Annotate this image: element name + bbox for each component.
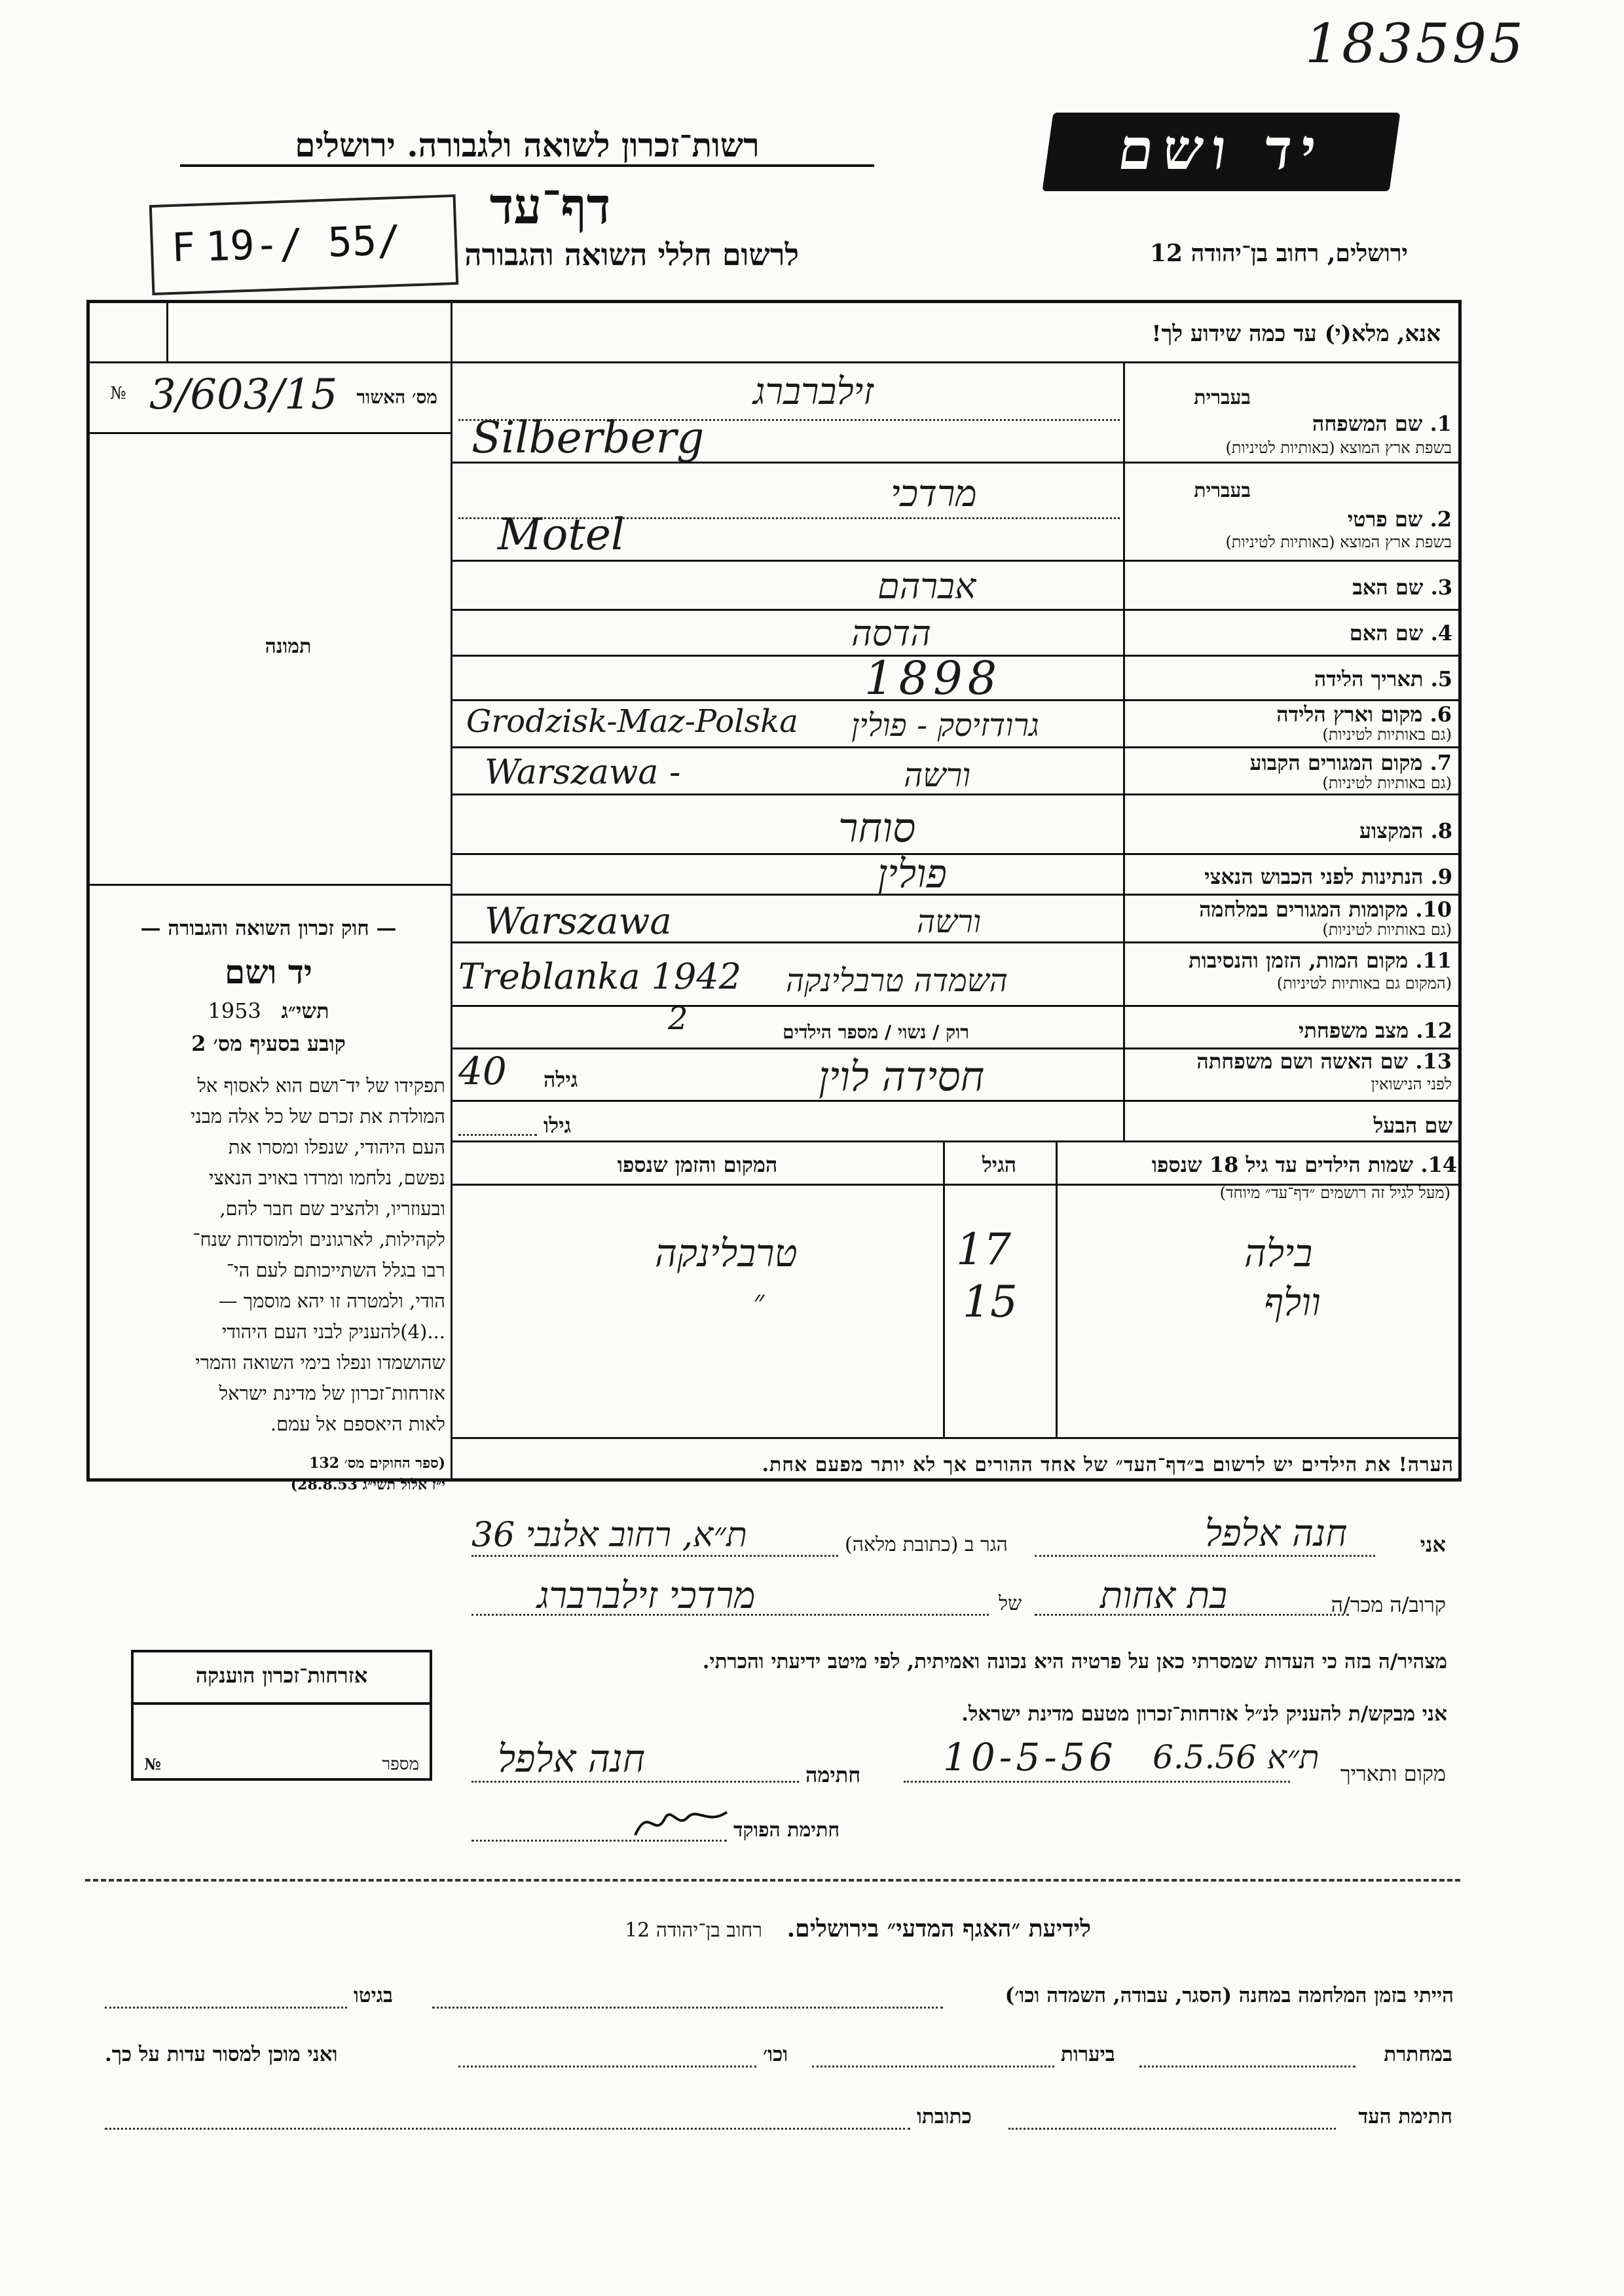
field-last-name (1126, 367, 1457, 462)
field-sub: (גם באותיות לטיניות) (1322, 725, 1452, 744)
declarant-label: אני (1420, 1532, 1446, 1557)
place-date-value[interactable]: ת״א 6.5.56 (1153, 1738, 1320, 1776)
law-text-line: העם היהודי, שנפלו ומסרו את (228, 1136, 445, 1158)
child-name[interactable]: וולף (1264, 1280, 1321, 1324)
footer-address: רחוב בן־יהודה 12 (625, 1919, 763, 1942)
law-text-line: נפשם, נלחמו ומרדו באויב הנאצי (208, 1167, 445, 1189)
field-wartime-residence (1126, 897, 1457, 940)
declarant-name[interactable]: חנה אלפל (1205, 1512, 1348, 1555)
field-mother-name: 4. שם האם (1349, 621, 1452, 646)
field-label: 2. שם פרטי (1347, 507, 1452, 532)
law-text-line: תפקידו של יד־ושם הוא לאסוף אל (197, 1074, 445, 1097)
footer-title (498, 1915, 1218, 1942)
child-name[interactable]: בילה (1244, 1231, 1313, 1275)
citizenship-title: אזרחות־זכרון הוענקה (195, 1663, 368, 1688)
field-sub: לפני הנישואין (1371, 1075, 1452, 1093)
relative-of-value[interactable]: מרדכי זילברברג (537, 1575, 756, 1617)
first-name-hebrew[interactable]: מרדכי (891, 473, 977, 515)
law-name: יד ושם (225, 953, 312, 991)
occupation-value[interactable]: סוחר (838, 804, 916, 852)
form-title: דף־עד (489, 177, 611, 235)
signature-label: חתימה (805, 1762, 861, 1787)
field-husband-name: שם הבעל (1373, 1113, 1452, 1138)
field-sub: (גם באותיות לטיניות) (1322, 920, 1452, 939)
child-place[interactable]: טרבלינקה (655, 1231, 798, 1275)
child-age[interactable]: 15 (963, 1277, 1018, 1327)
residing-label: הגר ב (כתובת מלאה) (845, 1533, 1008, 1556)
field-father-name: 3. שם האב (1352, 575, 1452, 600)
law-text-block (98, 1070, 445, 1440)
marital-sub: רוק / נשוי / מספר הילדים (783, 1021, 969, 1043)
birth-place-latin[interactable]: Grodzisk-Maz-Polska (466, 703, 798, 740)
law-year: 1953 (208, 998, 261, 1023)
law-text-line: רבו בגלל השתייכותם לעם הי־ (226, 1259, 445, 1281)
field-sub: (גם באותיות לטיניות) (1322, 774, 1452, 792)
footer-etc-label: וכו׳ (763, 2043, 788, 2066)
law-text-line: לאות היאספם אל עמם. (270, 1413, 445, 1435)
declaration-statement: מצהיר/ה בזה כי העדות שמסרתי כאן על פרטיה היא נכונה ואמיתית, לפי מיטב ידיעתי והכרתי. (702, 1650, 1447, 1673)
last-name-latin[interactable]: Silberberg (471, 412, 705, 463)
law-year-line (92, 998, 445, 1023)
wife-age-label: גילה (544, 1067, 578, 1092)
field-birth-date: 5. תאריך הלידה (1314, 666, 1452, 691)
children-header-sub: (מעל לגיל זה רושמים ״דף־עד״ מיוחד) (1219, 1184, 1450, 1202)
field-marital-status: 12. מצב משפחתי (1299, 1018, 1452, 1043)
husband-age-label: גילו (544, 1113, 572, 1138)
footer-ghetto-label: בגיטו (354, 1984, 393, 2007)
field-wife-name (1126, 1049, 1457, 1099)
hebrew-tag: בעברית (1194, 479, 1251, 502)
footer-ready-label: ואני מוכן למסור עדות על כך. (105, 2043, 338, 2066)
please-fill-note: אנא, מלא(י) עד כמה שידוע לך! (1151, 321, 1441, 347)
address: ירושלים, רחוב בן־יהודה 12 (1149, 240, 1408, 267)
authority-line: רשות־זכרון לשואה ולגבורה. ירושלים (180, 126, 874, 167)
death-place-hebrew[interactable]: השמדה טרבלינקה (786, 962, 1008, 999)
footer-witness-signature-label: חתימת העד (1358, 2105, 1452, 2128)
dashed-separator (85, 1879, 1460, 1882)
law-text-line: אזרחות־זכרון של מדינת ישראל (219, 1382, 445, 1404)
footer-title-text: לידיעת ״האגף המדעי״ בירושלים. (786, 1915, 1091, 1942)
birth-place-hebrew[interactable]: גרודזיסק - פולין (851, 707, 1039, 744)
footer-address-label: כתובתו (917, 2105, 972, 2128)
citizenship-number-line (144, 1755, 419, 1774)
children-header-age: הגיל (982, 1152, 1017, 1177)
law-text-line: לקהילות, לארגונים ולמוסדות שנח־ (193, 1228, 445, 1250)
footer-underground-label: במחתרת (1384, 2043, 1452, 2066)
field-label: 10. מקומות המגורים במלחמה (1199, 897, 1452, 922)
wife-name-value[interactable]: חסידה לוין (819, 1053, 985, 1101)
field-citizenship: 9. הנתינות לפני הכבוש הנאצי (1204, 864, 1452, 889)
archive-number: 183595 (1304, 13, 1526, 75)
yad-vashem-logo (1043, 113, 1401, 191)
children-count[interactable]: 2 (668, 1000, 688, 1037)
registration-number (110, 371, 437, 420)
citizenship-request: אני מבקש/ת להעניק לנ״ל אזרחות־זכרון מטעם מדינת ישראל. (961, 1702, 1447, 1726)
officer-signature-label: חתימת הפוקד (733, 1819, 840, 1842)
field-birth-place (1126, 702, 1457, 745)
first-name-latin[interactable]: Motel (498, 509, 625, 560)
law-source-1: (ספר החוקים מס׳ 132 (309, 1455, 445, 1472)
law-title: — חוק זכרון השואה והגבורה — (140, 917, 397, 940)
wife-age-value[interactable]: 40 (458, 1049, 507, 1093)
field-death-place (1126, 948, 1457, 1003)
mother-name-value[interactable]: הדסה (851, 613, 931, 654)
of-label: של (999, 1592, 1022, 1615)
law-text-line: הודי, ולמטרה זו יהא מוסמך — (218, 1290, 445, 1312)
father-name-value[interactable]: אברהם (877, 566, 976, 607)
place-date-value2[interactable]: 10-5-56 (943, 1735, 1117, 1779)
birth-date-value[interactable]: 1898 (864, 651, 1003, 705)
stamp-number: 19-/ 55/ (204, 215, 402, 271)
law-clause: קובע בסעיף מס׳ 2 (191, 1031, 346, 1056)
logo-text: יד ושם (1114, 117, 1329, 183)
children-header-place: המקום והזמן שנספו (617, 1152, 778, 1177)
place-date-label: מקום ותאריך (1340, 1761, 1446, 1786)
child-age[interactable]: 17 (956, 1224, 1011, 1275)
field-sub: בשפת ארץ המוצא (באותיות לטיניות) (1225, 533, 1452, 551)
relative-value[interactable]: בת אחות (1100, 1575, 1228, 1617)
residence-hebrew[interactable]: ורשה (904, 756, 971, 794)
field-sub: בשפת ארץ המוצא (באותיות לטיניות) (1225, 439, 1452, 457)
citizenship-no: № (144, 1755, 162, 1774)
field-first-name (1126, 466, 1457, 558)
wartime-residence-hebrew[interactable]: ורשה (917, 903, 981, 940)
field-label: 7. מקום המגורים הקבוע (1249, 750, 1452, 775)
law-source-2: י״ז אלול תשי״ג 28.8.53) (290, 1476, 445, 1493)
signature-value[interactable]: חנה אלפל (498, 1736, 646, 1781)
footer-line-1: הייתי בזמן המלחמה במחנה (הסגר, עבודה, השמדה וכו׳) (1005, 1984, 1454, 2007)
field-label: 6. מקום וארץ הלידה (1276, 702, 1452, 727)
footer-forests-label: ביערות (1061, 2043, 1115, 2066)
law-text-line: שהושמדו ונפלו בימי השואה והמרי (195, 1351, 445, 1374)
law-text-line: ובעוזריו, ולהציב שם חבר להם, (219, 1197, 445, 1220)
law-text-line: המולדת את זכרם של כל אלה מבני (190, 1105, 445, 1127)
citizenship-value[interactable]: פולין (877, 851, 947, 897)
field-sub: (המקום גם באותיות לטיניות) (1276, 974, 1452, 993)
law-text-line: ...(4)להעניק לבני העם היהודי (221, 1321, 445, 1343)
last-name-hebrew[interactable]: זילברברג (753, 371, 874, 413)
wartime-residence-latin[interactable]: Warszawa (485, 900, 672, 943)
stamp-prefix: F (170, 224, 196, 272)
law-year-heb: תשי״ג (281, 998, 329, 1023)
relative-label: קרוב/ה מכר/ה (1331, 1592, 1446, 1617)
children-header (1061, 1152, 1457, 1203)
children-header-names: 14. שמות הילדים עד גיל 18 שנספו (1151, 1152, 1457, 1177)
residence-latin[interactable]: Warszawa - (485, 753, 681, 792)
form-subtitle: לרשום חללי השואה והגבורה (464, 237, 799, 272)
citizenship-number-label: מספר (382, 1755, 419, 1774)
field-occupation: 8. המקצוע (1359, 818, 1452, 843)
field-label: 1. שם המשפחה (1312, 411, 1452, 436)
death-place-latin[interactable]: Treblanka 1942 (458, 956, 742, 997)
photo-label: תמונה (265, 635, 312, 658)
reg-label: מס׳ האשור (356, 386, 437, 408)
child-place[interactable]: ״ (753, 1283, 765, 1319)
reg-no-sign: № (110, 384, 126, 403)
officer-signature (629, 1799, 733, 1845)
field-residence (1126, 750, 1457, 793)
field-label: 11. מקום המות, הזמן והנסיבות (1189, 948, 1452, 973)
reg-value: 3/603/15 (149, 371, 338, 419)
children-note: הערה! את הילדים יש לרשום ב״דף־העד״ של אחד ההורים אך לא יותר מפעם אחת. (762, 1453, 1454, 1476)
residing-value[interactable]: ת״א, רחוב אלנבי 36 (471, 1516, 747, 1555)
field-label: 13. שם האשה ושם משפחתה (1196, 1049, 1452, 1074)
hebrew-tag: בעברית (1194, 386, 1251, 409)
